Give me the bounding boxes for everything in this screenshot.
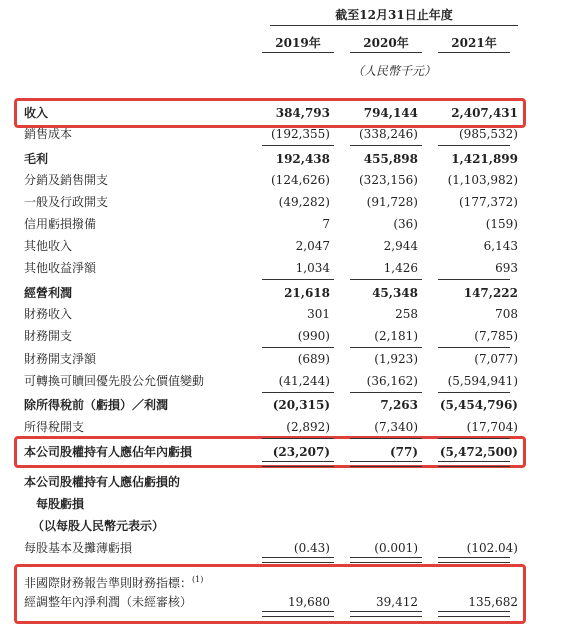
cell-fair-value-2020: (36,162) bbox=[366, 374, 418, 388]
cell-admin-2020: (91,728) bbox=[366, 195, 418, 209]
row-label-operating-profit: 經營利潤 bbox=[24, 286, 73, 300]
year-2020-header: 2020年 bbox=[363, 36, 409, 50]
cell-cost-2019: (192,355) bbox=[271, 127, 330, 141]
cell-revenue-2020: 794,144 bbox=[363, 106, 418, 120]
cell-net-fin-2020: (1,923) bbox=[374, 352, 418, 366]
subtotal-rule bbox=[350, 438, 422, 439]
cell-fair-value-2021: (5,594,941) bbox=[447, 374, 518, 388]
subtotal-rule bbox=[438, 347, 510, 348]
revenue-highlight-box bbox=[14, 98, 526, 128]
eps-double-rule bbox=[438, 557, 510, 563]
year-underline bbox=[262, 52, 334, 53]
total-double-rule bbox=[438, 461, 510, 467]
cell-adjusted-2021: 135,682 bbox=[468, 595, 518, 609]
non-ifrs-title bbox=[24, 572, 203, 591]
cell-credit-2020: (36) bbox=[393, 217, 418, 231]
row-label-fair-value-changes: 可轉換可贖回優先股公允價值變動 bbox=[24, 374, 205, 388]
period-header: 截至12月31日止年度 bbox=[335, 8, 453, 22]
cell-loss-2020: (77) bbox=[389, 445, 418, 459]
row-label-eps: 每股基本及攤薄虧損 bbox=[24, 541, 133, 555]
cell-loss-2021: (5,472,500) bbox=[439, 445, 518, 459]
cell-gross-profit-2019: 192,438 bbox=[275, 152, 330, 166]
row-label-gross-profit: 毛利 bbox=[24, 152, 49, 166]
cell-other-income-2020: 2,944 bbox=[383, 239, 418, 253]
subtotal-rule bbox=[438, 392, 510, 393]
subtotal-rule bbox=[350, 279, 422, 280]
row-label-finance-income: 財務收入 bbox=[24, 307, 73, 321]
cell-fin-costs-2020: (2,181) bbox=[374, 329, 418, 343]
footnote-marker: (1) bbox=[192, 575, 204, 584]
cell-pre-tax-2020: 7,263 bbox=[380, 398, 418, 412]
cell-tax-2020: (7,340) bbox=[374, 420, 418, 434]
row-label-other-gains: 其他收益淨額 bbox=[24, 261, 97, 275]
adjusted-double-rule bbox=[262, 611, 334, 617]
row-label-other-income: 其他收入 bbox=[24, 239, 73, 253]
cell-eps-2020: (0.001) bbox=[374, 541, 418, 555]
subtotal-rule bbox=[262, 392, 334, 393]
subtotal-rule bbox=[350, 347, 422, 348]
cell-adjusted-2019: 19,680 bbox=[288, 595, 330, 609]
subtotal-rule bbox=[262, 438, 334, 439]
subtotal-rule bbox=[262, 279, 334, 280]
cell-fin-income-2019: 301 bbox=[307, 307, 330, 321]
cell-selling-2020: (323,156) bbox=[359, 173, 418, 187]
cell-gross-profit-2021: 1,421,899 bbox=[451, 152, 518, 166]
cell-net-fin-2019: (689) bbox=[297, 352, 330, 366]
year-underline bbox=[438, 52, 510, 53]
eps-title-line1: 本公司股權持有人應佔虧損的 bbox=[24, 475, 181, 489]
eps-double-rule bbox=[350, 557, 422, 563]
cell-revenue-2019: 384,793 bbox=[275, 106, 330, 120]
cell-other-income-2021: 6,143 bbox=[483, 239, 518, 253]
non-ifrs-title-text: 非國際財務報告準則財務指標： bbox=[24, 576, 193, 590]
row-label-revenue: 收入 bbox=[24, 106, 49, 120]
subtotal-rule bbox=[262, 347, 334, 348]
subtotal-rule bbox=[438, 438, 510, 439]
cell-other-gains-2021: 693 bbox=[495, 261, 518, 275]
cell-eps-2021: (102.04) bbox=[466, 541, 518, 555]
eps-title-line2: 每股虧損 bbox=[36, 497, 85, 511]
row-label-adjusted-net-profit: 經調整年內淨利潤（未經審核） bbox=[24, 595, 193, 609]
unit-label: （人民幣千元） bbox=[351, 64, 436, 78]
cell-operating-2020: 45,348 bbox=[372, 286, 418, 300]
cell-tax-2021: (17,704) bbox=[466, 420, 518, 434]
cell-other-income-2019: 2,047 bbox=[295, 239, 330, 253]
cell-credit-2021: (159) bbox=[485, 217, 518, 231]
year-underline bbox=[350, 52, 422, 53]
year-2019-header: 2019年 bbox=[275, 36, 321, 50]
total-double-rule bbox=[262, 461, 334, 467]
row-label-loss-for-year: 本公司股權持有人應佔年內虧損 bbox=[24, 445, 193, 459]
cell-loss-2019: (23,207) bbox=[272, 445, 330, 459]
adjusted-double-rule bbox=[350, 611, 422, 617]
row-label-income-tax: 所得稅開支 bbox=[24, 420, 85, 434]
cell-selling-2021: (1,103,982) bbox=[447, 173, 518, 187]
row-label-pre-tax: 除所得稅前（虧損）／利潤 bbox=[24, 398, 169, 412]
cell-credit-2019: 7 bbox=[322, 217, 330, 231]
cell-other-gains-2020: 1,426 bbox=[383, 261, 418, 275]
header-rule bbox=[270, 25, 518, 26]
subtotal-rule bbox=[262, 145, 334, 146]
cell-fin-income-2021: 708 bbox=[495, 307, 518, 321]
row-label-credit-loss: 信用虧損撥備 bbox=[24, 217, 97, 231]
cell-admin-2019: (49,282) bbox=[278, 195, 330, 209]
total-double-rule bbox=[350, 461, 422, 467]
eps-double-rule bbox=[262, 557, 334, 563]
year-2021-header: 2021年 bbox=[451, 36, 497, 50]
eps-title-line3: （以每股人民幣元表示） bbox=[32, 519, 165, 533]
cell-pre-tax-2019: (20,315) bbox=[272, 398, 330, 412]
cell-adjusted-2020: 39,412 bbox=[376, 595, 418, 609]
row-label-selling-expenses: 分銷及銷售開支 bbox=[24, 173, 109, 187]
cell-operating-2021: 147,222 bbox=[463, 286, 518, 300]
subtotal-rule bbox=[438, 145, 510, 146]
cell-fin-income-2020: 258 bbox=[395, 307, 418, 321]
cell-selling-2019: (124,626) bbox=[271, 173, 330, 187]
cell-admin-2021: (177,372) bbox=[459, 195, 518, 209]
subtotal-rule bbox=[438, 279, 510, 280]
cell-gross-profit-2020: 455,898 bbox=[363, 152, 418, 166]
row-label-net-finance-costs: 財務開支淨額 bbox=[24, 352, 97, 366]
row-label-finance-costs: 財務開支 bbox=[24, 329, 73, 343]
cell-eps-2019: (0.43) bbox=[293, 541, 330, 555]
adjusted-double-rule bbox=[438, 611, 510, 617]
cell-cost-2020: (338,246) bbox=[359, 127, 418, 141]
row-label-cost-of-sales: 銷售成本 bbox=[24, 127, 73, 141]
cell-other-gains-2019: 1,034 bbox=[295, 261, 330, 275]
subtotal-rule bbox=[350, 145, 422, 146]
cell-fin-costs-2019: (990) bbox=[297, 329, 330, 343]
cell-revenue-2021: 2,407,431 bbox=[451, 106, 518, 120]
cell-net-fin-2021: (7,077) bbox=[474, 352, 518, 366]
cell-fair-value-2019: (41,244) bbox=[278, 374, 330, 388]
cell-pre-tax-2021: (5,454,796) bbox=[439, 398, 518, 412]
cell-tax-2019: (2,892) bbox=[286, 420, 330, 434]
cell-cost-2021: (985,532) bbox=[459, 127, 518, 141]
cell-operating-2019: 21,618 bbox=[284, 286, 330, 300]
cell-fin-costs-2021: (7,785) bbox=[474, 329, 518, 343]
subtotal-rule bbox=[350, 392, 422, 393]
row-label-admin-expenses: 一般及行政開支 bbox=[24, 195, 109, 209]
